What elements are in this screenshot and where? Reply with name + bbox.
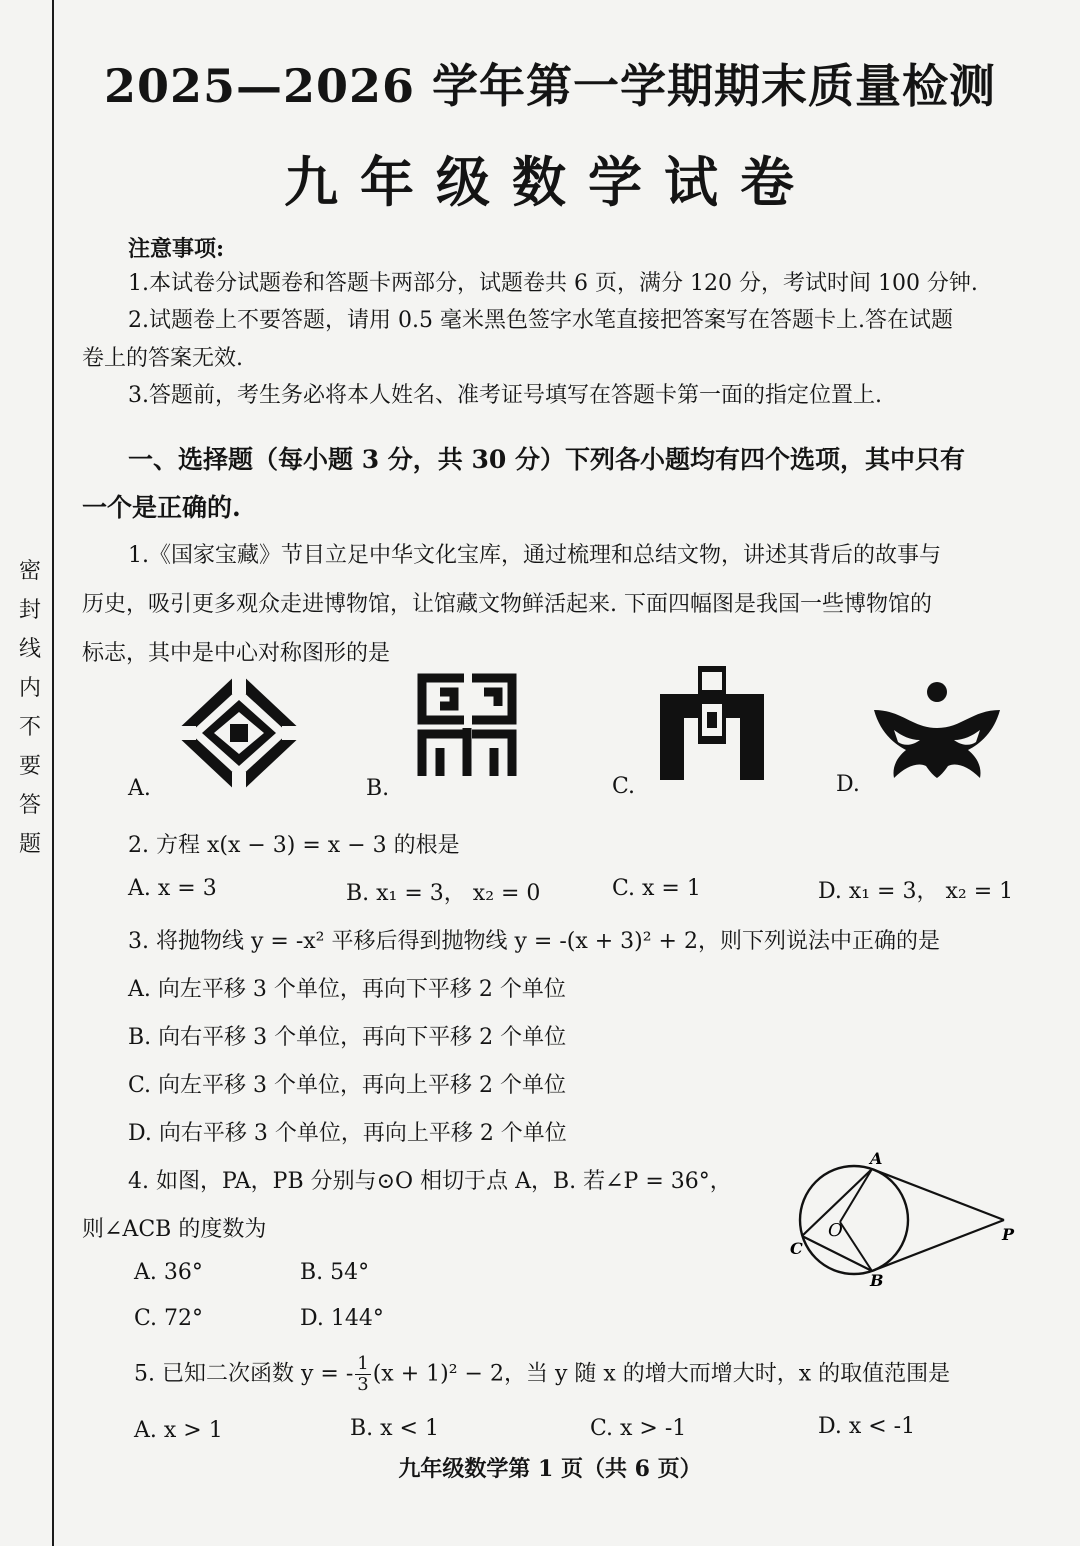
notice-item-2: 2.试题卷上不要答题，请用 0.5 毫米黑色签字水笔直接把答案写在答题卡上.答在试题 [128,308,953,333]
notice-item-3: 3.答题前，考生务必将本人姓名、准考证号填写在答题卡第一面的指定位置上. [128,383,882,408]
q5-frac-den: 3 [357,1374,369,1395]
q4-option-a: A. 36° [134,1260,203,1285]
q3-option-b: B. 向右平移 3 个单位，再向下平移 2 个单位 [128,1025,567,1050]
q5-stem [134,1354,950,1395]
museum-logo-d-icon [872,680,1002,780]
museum-logo-c-icon [656,662,768,782]
binding-margin-line [52,0,54,1546]
exam-subtitle: 九年级数学试卷 [284,150,816,214]
q1-option-c: C. [612,774,636,799]
q5-option-b: B. x < 1 [350,1416,439,1441]
q5-option-a: A. x > 1 [134,1418,223,1443]
q1-option-a: A. [128,776,151,801]
notice-heading: 注意事项: [128,236,225,262]
page-footer: 九年级数学第 1 页（共 6 页） [398,1456,702,1482]
exam-title: 2025—2026 学年第一学期期末质量检测 [103,59,997,113]
tangent-pa [872,1169,1004,1220]
q1-line-2: 历史，吸引更多观众走进博物馆，让馆藏文物鲜活起来. 下面四幅图是我国一些博物馆的 [82,592,932,617]
q1-option-d: D. [836,772,860,797]
label-p: P [1002,1225,1015,1244]
circle-o [800,1166,908,1274]
q5-option-c: C. x > -1 [590,1416,687,1441]
notice-item-1: 1.本试卷分试题卷和答题卡两部分，试题卷共 6 页，满分 120 分，考试时间 100 分钟. [128,271,978,296]
q5-stem-post: (x + 1)² − 2，当 y 随 x 的增大而增大时，x 的取值范围是 [372,1361,951,1387]
q3-option-a: A. 向左平移 3 个单位，再向下平移 2 个单位 [128,977,566,1002]
tangent-circle-figure [788,1150,1020,1290]
q4-option-c: C. 72° [134,1306,204,1331]
notice-item-2-cont: 卷上的答案无效. [82,346,243,371]
label-a: A [870,1150,883,1168]
q2-option-b: B. x₁ = 3， x₂ = 0 [346,881,541,906]
section-heading: 一、选择题（每小题 3 分，共 30 分）下列各小题均有四个选项，其中只有 [128,445,966,474]
q1-line-3: 标志，其中是中心对称图形的是 [82,641,391,666]
museum-logo-a-icon [172,670,306,796]
label-o: O [828,1220,843,1241]
q4-option-d: D. 144° [300,1306,384,1331]
seal-line-text: 密封线内不要答题 [18,559,41,857]
q3-option-d: D. 向右平移 3 个单位，再向上平移 2 个单位 [128,1121,567,1146]
q5-frac-num: 1 [357,1353,369,1374]
q5-stem-pre: 5. 已知二次函数 y = - [134,1361,354,1387]
q3-option-c: C. 向左平移 3 个单位，再向上平移 2 个单位 [128,1073,567,1098]
label-b: B [870,1271,884,1290]
q1-option-b: B. [366,776,390,801]
q4-stem-1: 4. 如图，PA，PB 分别与⊙O 相切于点 A，B. 若∠P = 36°， [128,1169,732,1194]
q5-fraction [355,1354,370,1395]
label-c: C [790,1239,803,1258]
q1-line-1: 1.《国家宝藏》节目立足中华文化宝库，通过梳理和总结文物，讲述其背后的故事与 [128,543,941,568]
q2-option-d: D. x₁ = 3， x₂ = 1 [818,879,1014,904]
q2-option-a: A. x = 3 [128,876,217,901]
section-heading-cont: 一个是正确的. [82,493,241,522]
q5-option-d: D. x < -1 [818,1414,916,1439]
q4-stem-2: 则∠ACB 的度数为 [82,1217,267,1242]
q2-option-c: C. x = 1 [612,876,701,901]
tangent-pb [872,1220,1004,1271]
museum-logo-b-icon [414,672,520,782]
q2-stem: 2. 方程 x(x − 3) = x − 3 的根是 [128,833,460,858]
q4-option-b: B. 54° [300,1260,370,1285]
q3-stem: 3. 将抛物线 y = -x² 平移后得到抛物线 y = -(x + 3)² + 2，则下列说法中正确的是 [128,929,940,954]
